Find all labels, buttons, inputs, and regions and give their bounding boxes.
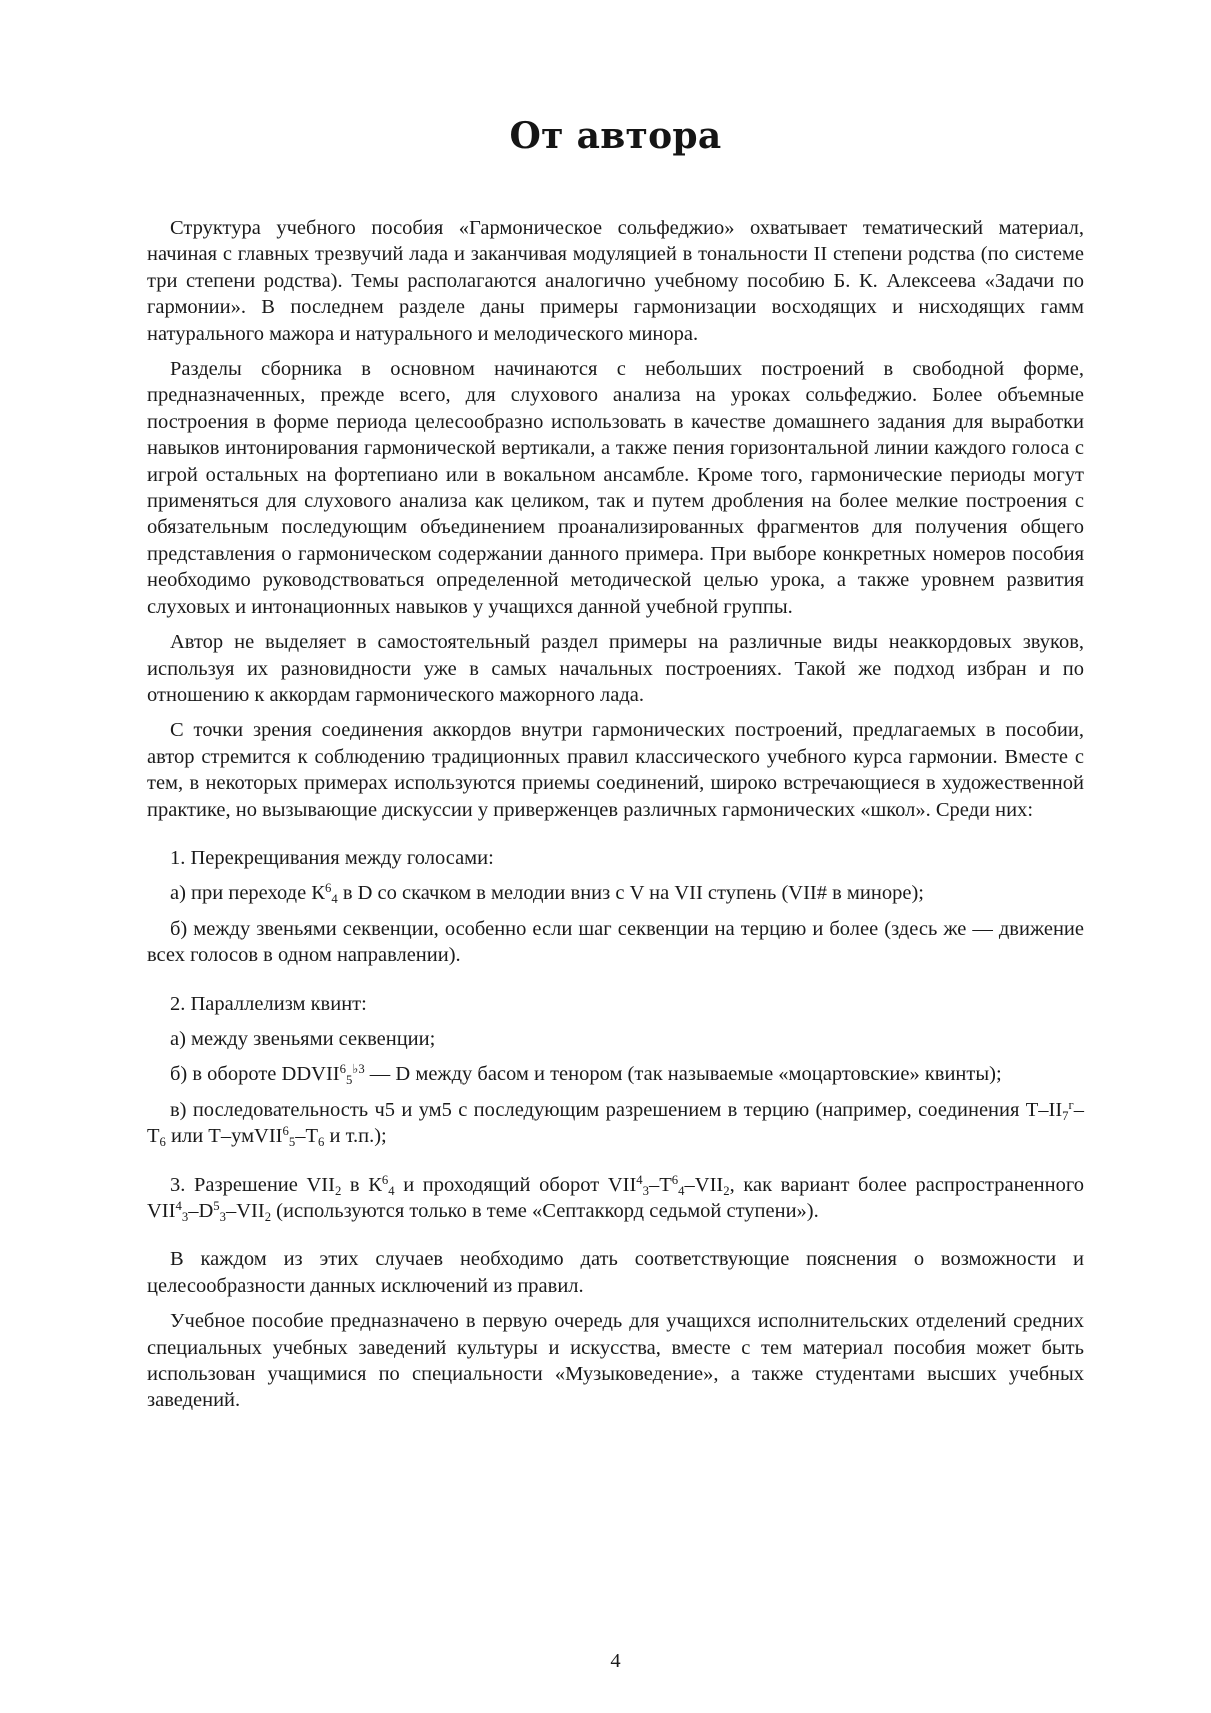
paragraph-structure: Структура учебного пособия «Гармоническое сольфеджио» охватывает тематический материал, начиная с главных трезвучий лада и заканчивая модуляцией в тональности II степени родства (по системе три степени родства). Темы располагаются аналогично учебному пособию Б. К. Алексеева «Задачи по гармонии». В последнем разделе даны примеры гармонизации восходящих и нисходящих гамм натурального мажора и натурального и мелодического минора. <box>147 217 1084 345</box>
list3-item: 3. Разрешение $VII_2$ в $К^6_4$ и проходящий оборот $VII^4_3-Т^6_4-VII_2$, как вариант более распространенного $VII^4_3-D^5_3-VII_2$ (используются только в теме «Септаккорд седьмой ступени»). <box>147 1172 1084 1224</box>
page <box>147 110 1084 1670</box>
list2-item-c: в) последовательность ч5 и ум5 с последующим разрешением в терцию (например, соединения $Т-II_7^г-Т_6$ или $Т-умVII^6_5-Т_6$ и т.п.); <box>147 1097 1084 1149</box>
list1-heading: 1. Перекрещивания между голосами: <box>170 846 494 869</box>
body-text <box>147 215 1084 1423</box>
list2-item-b: б) в обороте $DDVII^6_5^{♭3}$ — D между басом и тенором (так называемые «моцартовские» квинты); <box>170 1062 1002 1088</box>
paragraph-audience: Учебное пособие предназначено в первую очередь для учащихся исполнительских отделений средних специальных учебных заведений культуры и искусства, вместе с тем материал пособия может быть использован учащимися по специальности «Музыковедение», а также студентами высших учебных заведений. <box>147 1310 1084 1412</box>
list2-heading: 2. Параллелизм квинт: <box>170 992 367 1015</box>
list2-item-a: а) между звеньями секвенции; <box>170 1027 436 1050</box>
page-title: От автора <box>509 115 722 157</box>
list1-item-a: а) при переходе $К^6_4$ в D со скачком в мелодии вниз с V на VII ступень (VII# в миноре); <box>170 881 924 907</box>
paragraph-explanations: В каждом из этих случаев необходимо дать соответствующие пояснения о возможности и целесообразности данных исключений из правил. <box>147 1248 1084 1297</box>
page-number: 4 <box>610 1650 621 1672</box>
paragraph-nonchord-tones: Автор не выделяет в самостоятельный раздел примеры на различные виды неаккордовых звуков, используя их разновидности уже в самых начальных построениях. Такой же подход избран и по отношению к аккордам гармонического мажорного лада. <box>147 631 1084 706</box>
paragraph-voice-leading: С точки зрения соединения аккордов внутри гармонических построений, предлагаемых в пособии, автор стремится к соблюдению традиционных правил классического учебного курса гармонии. Вместе с тем, в некоторых примерах используются приемы соединений, широко встречающиеся в художественной практике, но вызывающие дискуссии у приверженцев различных гармонических «школ». Среди них: <box>147 719 1084 821</box>
list1-item-b: б) между звеньями секвенции, особенно если шаг секвенции на терцию и более (здесь же — движение всех голосов в одном направлении). <box>147 917 1084 967</box>
paragraph-sections: Разделы сборника в основном начинаются с небольших построений в свободной форме, предназначенных, прежде всего, для слухового анализа на уроках сольфеджио. Более объемные построения в форме периода целесообразно использовать в качестве домашнего задания для выработки навыков интонирования гармонической вертикали, а также пения горизонтальной линии каждого голоса с игрой остальных на фортепиано или в вокальном ансамбле. Кроме того, гармонические периоды могут применяться для слухового анализа как целиком, так и путем дробления на более мелкие построения с обязательным последующим объединением проанализированных фрагментов для получения общего представления о гармоническом содержании данного примера. При выборе конкретных номеров пособия необходимо руководствоваться определенной методической целью урока, а также уровнем развития слуховых и интонационных навыков у учащихся данной учебной группы. <box>147 358 1084 618</box>
